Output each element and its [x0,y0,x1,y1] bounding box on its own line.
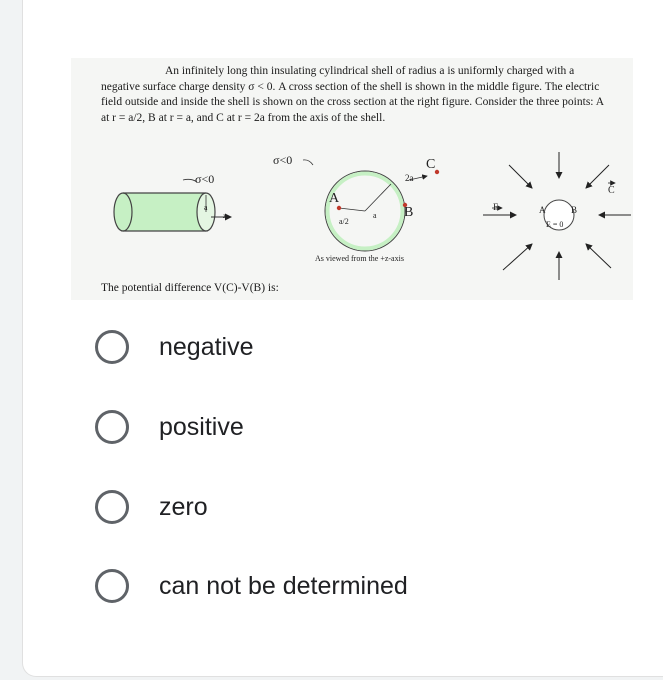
question-image [71,58,633,300]
radio-button[interactable] [95,490,129,524]
question-text: An infinitely long thin insulating cylindrical shell of radius a is uniformly charged with a negative surface charge density σ < 0. A cross section of the shell is shown in the middle figure. The electric field outside and inside the shell is shown on the cross section at the right figure. Consider the three points: A at r = a/2, B at r = a, and C at r = 2a from the axis of the shell. [101,65,604,124]
right-e-label: E [493,202,499,212]
option-positive[interactable] [95,407,615,447]
right-c-label: C [608,185,615,196]
option-negative[interactable] [95,327,615,367]
option-zero[interactable] [95,487,615,527]
question-card [22,0,663,677]
radio-button[interactable] [95,330,129,364]
left-radius-label: a [204,203,208,212]
option-label: positive [159,412,244,441]
point-c-label: C [426,157,436,172]
radio-button[interactable] [95,569,129,603]
two-a-label: 2a [405,173,414,183]
view-caption: As viewed from the +z-axis [315,254,404,263]
right-b-label: B [571,205,578,215]
left-sigma-label: σ<0 [195,172,215,186]
option-label: zero [159,492,208,521]
option-label: negative [159,332,254,361]
field-diagram [483,152,631,280]
point-a-label: A [329,191,340,206]
left-axis-label: z [223,212,226,220]
middle-sigma-label: σ<0 [273,153,293,167]
a-label: a [373,211,377,220]
option-label: can not be determined [159,571,408,600]
physics-figure [71,58,633,300]
radio-button[interactable] [95,410,129,444]
cross-section-drawing [303,160,439,251]
e-zero-label: E = 0 [546,220,564,229]
point-b-label: B [404,205,414,220]
cylinder-drawing [114,179,231,231]
question-prompt: The potential difference V(C)-V(B) is: [101,282,279,294]
right-a-label: A [539,205,546,215]
a-half-label: a/2 [339,217,349,226]
option-cannot-be-determined[interactable] [95,566,615,606]
